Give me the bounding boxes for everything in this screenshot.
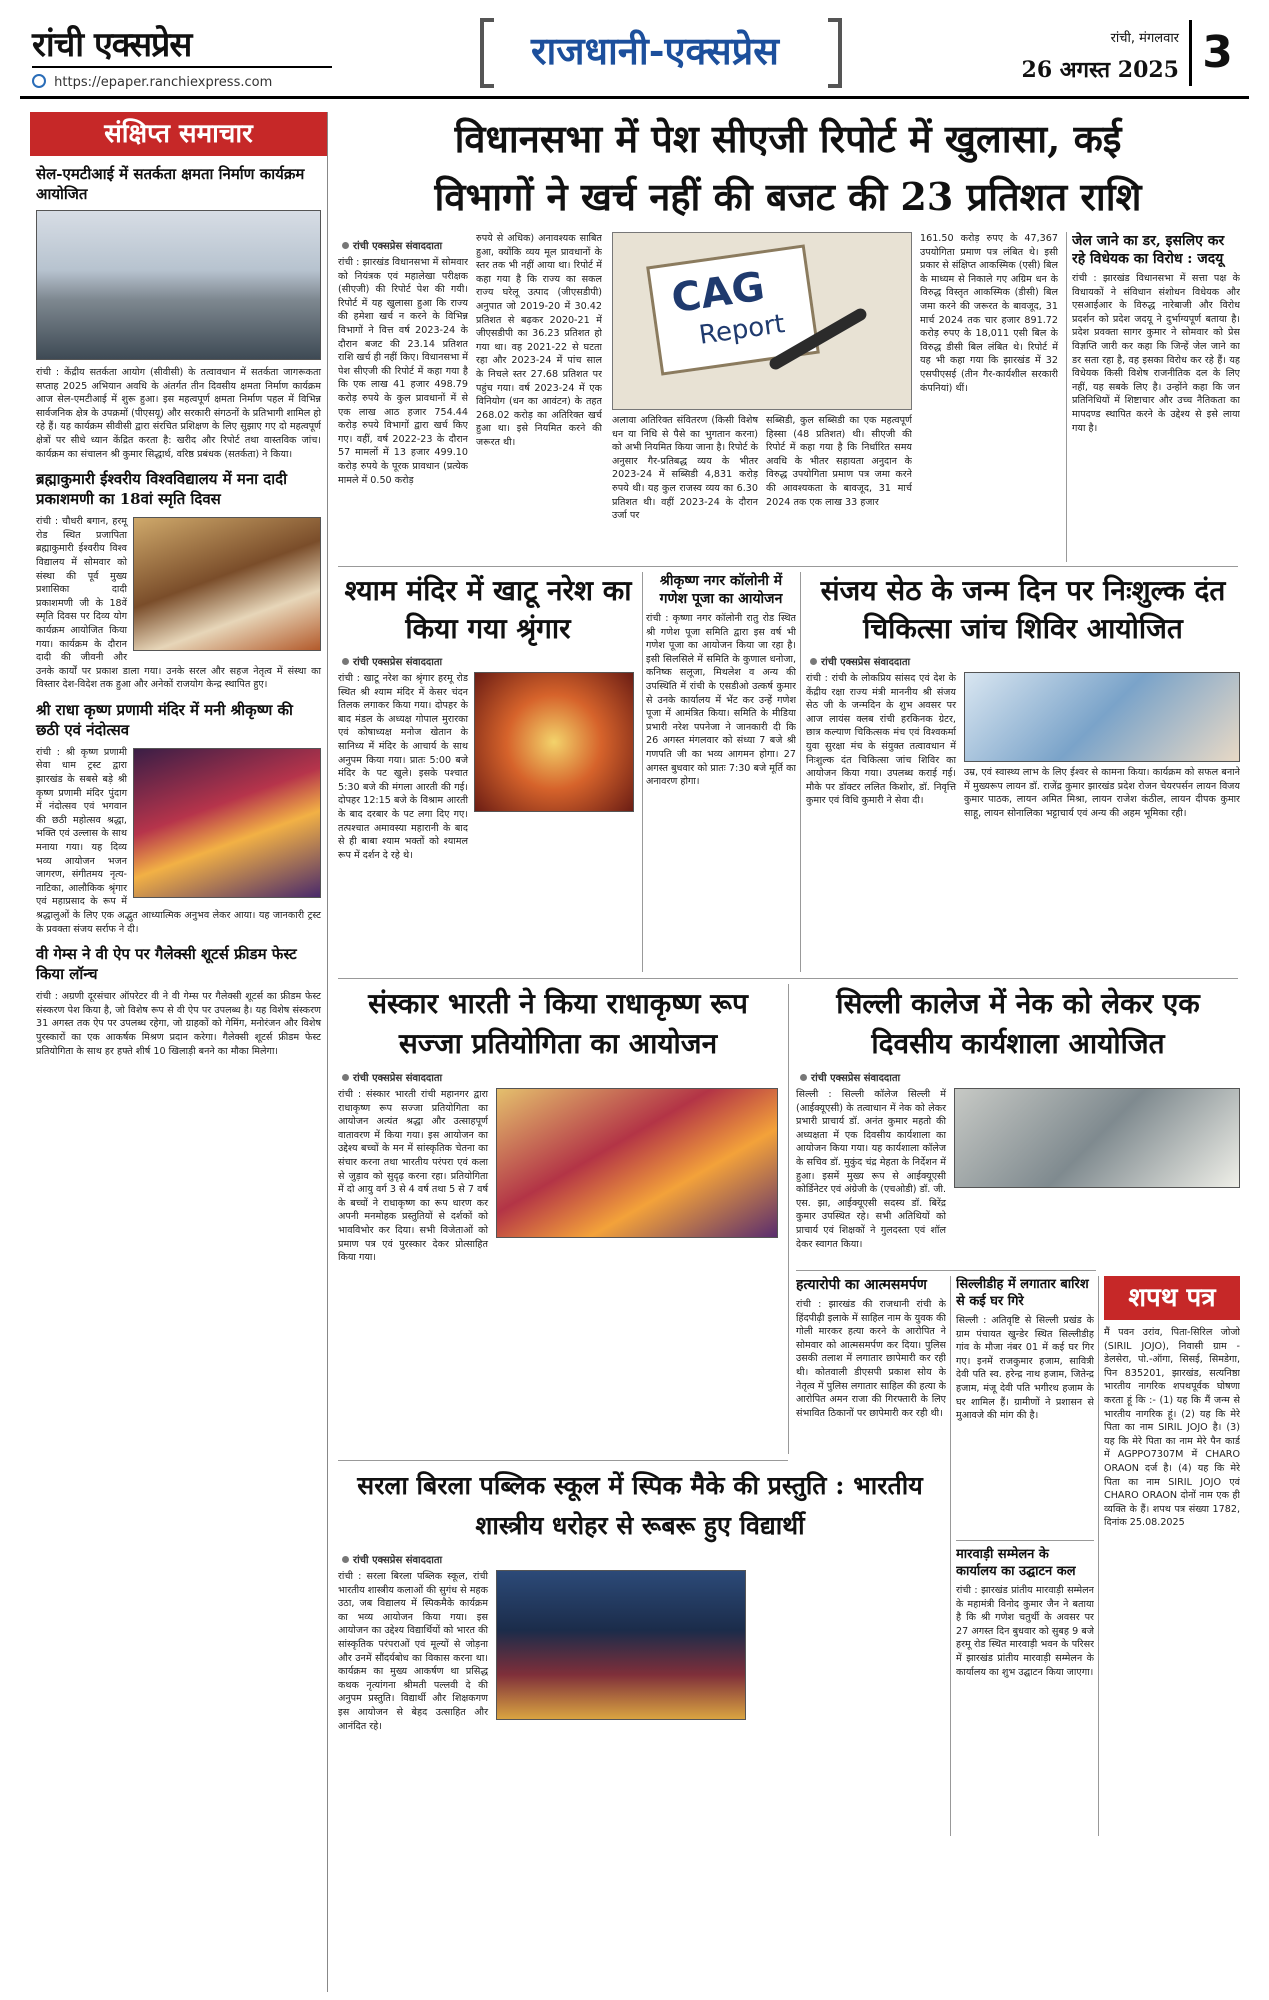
bullet-icon bbox=[342, 658, 349, 665]
lead-text: 161.50 करोड़ रुपए के 47,367 उपयोगिता प्रमाण पत्र लंबित थे। इसी प्रकार से संक्षिप्त आकस्मिक (एसी) बिल के माध्यम से निकाले गए अग्रिम धन के विरुद्ध विस्तृत आकस्मिक (डीसी) बिल जमा करने की जरूरत के बावजूद, 31 मार्च 2024 तक चार हजार 891.72 करोड़ रुपए के 18,011 एसी बिल के विरुद्ध डीसी बिल लंबित थे। रिपोर्ट में यह भी कहा गया कि झारखंड में 32 एसपीएसई (तीन गैर-कार्यशील सरकारी कंपनियां) थीं। bbox=[920, 233, 1058, 394]
byline-text: रांची एक्सप्रेस संवाददाता bbox=[353, 1555, 443, 1566]
shyam-mandir-story bbox=[338, 572, 638, 972]
bullet-icon bbox=[342, 1074, 349, 1081]
masthead bbox=[20, 12, 1249, 102]
ganesh-text: रांची : कृष्णा नगर कॉलोनी रातु रोड स्थित श्री गणेश पूजा समिति द्वारा इस वर्ष भी गणेश पूजा का आयोजन किया जा रहा है। इसी सिलसिले में समिति के कुणाल धनोजा, कनिष्क सलूजा, मिथलेश व अन्य की उपस्थिति में रांची के एसडीओ उत्कर्ष कुमार से उनके कार्यालय में भेंट कर उन्हें गणेश पूजा में आमंत्रित किया। समिति के मीडिया प्रभारी नरेश पपनेजा ने जानकारी दी कि 26 अगस्त मंगलवार को संध्या 7 बजे श्री गणपति जी का भव्य आगमन होगा। 27 अगस्त बुधवार को प्रातः 7:30 बजे मूर्ति का अनावरण होगा। bbox=[646, 613, 796, 788]
issue-date: 26 अगस्त 2025 bbox=[1021, 57, 1179, 83]
column-divider bbox=[950, 1276, 951, 1836]
rain-story bbox=[956, 1276, 1094, 1536]
dental-byline bbox=[806, 654, 1240, 668]
ganesh-headline: श्रीकृष्ण नगर कॉलोनी में गणेश पूजा का आयोजन bbox=[659, 573, 783, 607]
lead-column-5 bbox=[920, 232, 1058, 562]
sanskar-bharati-story bbox=[338, 984, 778, 1454]
silli-text: सिल्ली : सिल्ली कॉलेज सिल्ली में (आईक्यूएसी) के तत्वाधान में नेक को लेकर प्रभारी प्राचार्य डॉ. अनंत कुमार महतो की अध्यक्षता में एक दिवसीय कार्यशाला का आयोजन किया गया। यह कार्यशाला कॉलेज के सचिव डॉ. मुकुंद चंद्र मेहता के निर्देशन में हुआ। इसमें मुख्य रूप से आईक्यूएसी कोर्डिनेटर एवं अंग्रेजी के (एचओडी) डॉ. जी. एस. झा, आईक्यूएसी सदस्य डॉ. बिरेंद्र कुमार उपस्थित रहे। सभी अतिथियों को प्राचार्य एवं शिक्षकों ने गुलदस्ता एवं शॉल देकर स्वागत किया। bbox=[796, 1089, 946, 1250]
bullet-icon bbox=[810, 658, 817, 665]
brief-text: रांची : श्री कृष्ण प्रणामी सेवा धाम ट्रस्ट द्वारा झारखंड के सबसे बड़े श्री कृष्ण प्रणामी मंदिर पुंदाग में नंदोत्सव एवं भगवान की छठी महोत्सव श्रद्धा, भक्ति एवं उल्लास के साथ मनाया गया। यह दिव्य भव्य आयोजन भजन जागरण, संगीतमय नृत्य-नाटिका, आलौकिक श्रृंगार एवं महाप्रसाद के रूप में श्रद्धालुओं के लिए एक अद्भुत आध्यात्मिक अनुभव लेकर आया। यह जानकारी ट्रस्ट के प्रवक्ता संजय सर्राफ ने दी। bbox=[36, 746, 321, 935]
lead-text: रुपये से अधिक) अनावश्यक साबित हुआ, क्योंकि व्यय मूल प्रावधानों के स्तर तक भी नहीं आया था। रिपोर्ट में कहा गया है कि राज्य का सकल राज्य घरेलू उत्पाद (जीएसडीपी) अनुपात जो 2019-20 में 30.42 प्रतिशत से बढ़कर 2020-21 में जीएसडीपी का 36.23 प्रतिशत हो गया था। वह 2021-22 से घटता रहा और 2023-24 में पांच साल के निचले स्तर 27.68 प्रतिशत पर पहुंच गया। वर्ष 2023-24 में एक विनियोग (धन का आवंटन) के तहत 268.02 करोड़ का अतिरिक्त खर्च हुआ था। इसे नियमित करने की जरूरत थी। bbox=[476, 233, 602, 448]
bullet-icon bbox=[342, 1556, 349, 1563]
dental-photo bbox=[964, 672, 1240, 762]
brief-text: रांची : चौधरी बगान, हरमू रोड स्थित प्रजापिता ब्रह्माकुमारी ईश्वरीय विश्व विद्यालय में सोमवार को संस्था की पूर्व मुख्य प्रशासिका दादी प्रकाशमणी जी के 18वें स्मृति दिवस पर दिव्य योग कार्यक्रम आयोजित किया गया। कार्यक्रम के दौरान दादी की जीवनी और उनके कार्यों पर प्रकाश डाला गया। उनके सरल और सहज नेतृत्व में संस्था का विस्तार देश-विदेश तक हुआ और अनेकों राजयोग केन्द्र स्थापित हुए। bbox=[36, 516, 321, 691]
sanskar-text: रांची : संस्कार भारती रांची महानगर द्वारा राधाकृष्ण रूप सज्जा प्रतियोगिता का आयोजन अत्यंत श्रद्धा और उत्साहपूर्ण वातावरण में किया गया। इस आयोजन का उद्देश्य बच्चों के मन में सांस्कृतिक चेतना का संचार करना तथा भारतीय परंपरा एवं कला से जुड़ाव को सुदृढ़ करना रहा। प्रतियोगिता में दो आयु वर्ग 3 से 4 वर्ष तथा 5 से 7 वर्ष के बच्चों ने राधाकृष्ण का रूप धारण कर अपनी मनमोहक प्रस्तुतियों से दर्शकों को भावविभोर कर दिया। सभी विजेताओं को प्रमाण पत्र एवं पुरस्कार देकर प्रोत्साहित किया गया। bbox=[338, 1089, 488, 1264]
lead-column-3 bbox=[612, 232, 912, 562]
cag-report-photo bbox=[612, 232, 912, 410]
silli-photo bbox=[954, 1088, 1240, 1188]
globe-icon bbox=[32, 74, 46, 88]
brief-photo bbox=[133, 517, 321, 651]
lead-column-2 bbox=[476, 232, 602, 562]
epaper-url[interactable] bbox=[32, 74, 272, 90]
lead-column-1 bbox=[338, 232, 468, 562]
affidavit-notice bbox=[1104, 1276, 1240, 1836]
surrender-headline: हत्यारोपी का आत्मसमर्पण bbox=[796, 1277, 927, 1293]
column-divider bbox=[788, 984, 789, 1454]
column-divider bbox=[642, 572, 643, 972]
sarla-headline: सरला बिरला पब्लिक स्कूल में स्पिक मैके की प्रस्तुति : भारतीय शास्त्रीय धरोहर से रूबरू हुए विद्यार्थी bbox=[357, 1471, 923, 1540]
brief-text: रांची : अग्रणी दूरसंचार ऑपरेटर वी ने वी गेम्स पर गैलेक्सी शूटर्स का फ्रीडम फेस्ट संस्करण पेश किया है, जो विशेष रूप से वी ऐप पर उपलब्ध है। यह विशेष संस्करण 31 अगस्त तक ऐप पर उपलब्ध रहेगा, जो ग्राहकों को गेमिंग, मनोरंजन और विशेष पुरस्कारों का एक आकर्षक मिश्रण प्रदान करेगा। गैलेक्सी शूटर्स फ्रीडम फेस्ट प्रतियोगिता के साथ हर हफ्ते शीर्ष 10 खिलाड़ी बनने का मौका मिलेगा। bbox=[36, 991, 321, 1057]
column-divider bbox=[1098, 1276, 1099, 1836]
brief-text: रांची : केंद्रीय सतर्कता आयोग (सीवीसी) के तत्वावधान में सतर्कता जागरूकता सप्ताह 2025 अभियान अवधि के अंतर्गत तीन दिवसीय क्षमता निर्माण कार्यक्रम आज सेल-एमटीआई में शुरू हुआ। इस महत्वपूर्ण क्षमता निर्माण पहल में विभिन्न सार्वजनिक क्षेत्र के उपक्रमों (पीएसयू) और सरकारी संगठनों के प्रतिभागी शामिल हो रहे हैं। यह कार्यक्रम सीवीसी द्वारा संरचित प्रशिक्षण के लिए सुझाए गए दो महत्वपूर्ण क्षेत्रों पर सीधे ध्यान केंद्रित करता है: खरीद और रिपोर्ट तथा वास्तविक जांच। कार्यक्रम का संचालन श्री कुमार सिद्धार्थ, वरिष्ठ प्रबंधक (सतर्कता) ने किया। bbox=[36, 367, 321, 460]
section-title: राजधानी-एक्सप्रेस bbox=[531, 28, 779, 73]
silli-college-story bbox=[796, 984, 1240, 1264]
dental-camp-story bbox=[806, 572, 1240, 972]
briefs-header: संक्षिप्त समाचार bbox=[30, 112, 327, 156]
brief-title: ब्रह्माकुमारी ईश्वरीय विश्वविद्यालय में मना दादी प्रकाशमणी का 18वां स्मृति दिवस bbox=[36, 470, 287, 509]
sanskar-byline bbox=[338, 1070, 778, 1084]
surrender-text: रांची : झारखंड की राजधानी रांची के हिंदपीढ़ी इलाके में साहिल नाम के युवक की गोली मारकर हत्या करने के आरोपित ने सोमवार को आत्मसमर्पण कर दिया। पुलिस उसकी तलाश में लगातार छापेमारी कर रही थी। कोतवाली डीएसपी प्रकाश सोय के नेतृत्व में पुलिस लगातार साहिल की हत्या के आरोपित अमन राजा की गिरफ्तारी के लिए संभावित ठिकानों पर छापेमारी कर रही थी। bbox=[796, 1299, 946, 1419]
ganesh-puja-story bbox=[646, 572, 796, 972]
epaper-url-text[interactable]: https://epaper.ranchiexpress.com bbox=[54, 75, 273, 90]
report-label: Report bbox=[697, 309, 787, 351]
byline-text: रांची एक्सप्रेस संवाददाता bbox=[353, 657, 443, 668]
lead-headline-line: विभागों ने खर्च नहीं की बजट की 23 प्रतिशत राशि bbox=[434, 174, 1142, 219]
marwari-headline: मारवाड़ी सम्मेलन के कार्यालय का उद्घाटन कल bbox=[956, 1547, 1076, 1579]
byline-text: रांची एक्सप्रेस संवाददाता bbox=[353, 1073, 443, 1084]
section-divider bbox=[796, 1270, 1096, 1271]
lead-headline bbox=[338, 110, 1238, 226]
jdu-story bbox=[1072, 232, 1240, 562]
brief-title: श्री राधा कृष्ण प्रणामी मंदिर में मनी श्रीकृष्ण की छठी एवं नंदोत्सव bbox=[36, 700, 293, 739]
sarla-text: रांची : सरला बिरला पब्लिक स्कूल, रांची भारतीय शास्त्रीय कलाओं की सुगंध से महक उठा, जब विद्यालय में स्पिकमैके कार्यक्रम का भव्य आयोजन किया गया। इस आयोजन का उद्देश्य विद्यार्थियों को भारत की सांस्कृतिक परंपराओं एवं मूल्यों से जोड़ना और उनमें सौंदर्यबोध का विकास करना था। कार्यक्रम का मुख्य आकर्षण था प्रसिद्ध कथक नृत्यांगना श्रीमती पल्लवी दे की अनुपम प्रस्तुति। विद्यार्थी और शिक्षकगण इस आयोजन से बेहद उत्साहित और आनंदित रहे। bbox=[338, 1571, 488, 1732]
newspaper-brand: रांची एक्सप्रेस bbox=[32, 25, 192, 65]
shyam-byline bbox=[338, 654, 638, 668]
page-number: 3 bbox=[1189, 20, 1243, 86]
shyam-headline: श्याम मंदिर में खाटू नरेश का किया गया श्रृंगार bbox=[344, 574, 632, 645]
rain-text: सिल्ली : अतिवृष्टि से सिल्ली प्रखंड के ग्राम पंचायत खुन्डेर स्थित सिल्लीडीह गांव के मौजा नंबर 01 में कई घर गिर गए। इनमें राजकुमार हजाम, सावित्री देवी पति स्व. हरेन्द्र नाथ हजाम, जितेन्द्र हजाम, मंजू देवी पति भगीरथ हजाम के घर शामिल हैं। ग्रामीणों ने प्रशासन से मुआवजे की मांग की है। bbox=[956, 1315, 1094, 1422]
bullet-icon bbox=[800, 1074, 807, 1081]
lead-text: रांची : झारखंड विधानसभा में सोमवार को नियंत्रक एवं महालेखा परीक्षक (सीएजी) की रिपोर्ट पेश की गयी। रिपोर्ट में यह खुलासा हुआ कि राज्य की हमेशा खर्च न करने के विभिन्न विभागों ने वित्त वर्ष 2023-24 के दौरान बजट की 23.14 प्रतिशत राशि खर्च ही नहीं किए। विधानसभा में पेश सीएजी की रिपोर्ट में कहा गया है कि एक लाख 41 हजार 498.79 करोड़ रुपये के कुल प्रावधानों में से एक लाख आठ हजार 754.44 करोड़ रुपये विभागों द्वारा खर्च किए गए। वहीं, वर्ष 2022-23 के दौरान 57 मामलों में 13 हजार 499.10 करोड़ रुपये के पूरक प्रावधान (प्रत्येक मामले में 0.50 करोड़ bbox=[338, 257, 468, 486]
jdu-text: रांची : झारखंड विधानसभा में सत्ता पक्ष के विधायकों ने संविधान संशोधन विधेयक और एसआईआर के विरुद्ध नारेबाजी और विरोध प्रदर्शन को प्रदेश जदयू ने दुर्भाग्यपूर्ण बताया है। प्रदेश प्रवक्ता सागर कुमार ने सोमवार को प्रेस विज्ञप्ति जारी कर कहा कि जिन्हें जेल जाने का डर सता रहा है, वह इसका विरोध कर रहे हैं। यह विधेयक किसी विशेष राजनीतिक दल के लिए नहीं, यह सबके लिए है। उन्होंने कहा कि जन प्रतिनिधियों में शिष्टाचार और उच्च नैतिकता का मापदण्ड स्थापित करने के उद्देश्य से इसे लाया गया है। bbox=[1072, 273, 1240, 434]
masthead-rule bbox=[20, 96, 1249, 99]
brief-photo bbox=[133, 748, 321, 898]
affidavit-header: शपथ पत्र bbox=[1104, 1276, 1240, 1320]
dental-text: रांची : रांची के लोकप्रिय सांसद एवं देश के केंद्रीय रक्षा राज्य मंत्री माननीय श्री संजय सेठ जी के जन्मदिन के शुभ अवसर पर आज लायंस क्लब रांची हरकिनक ग्रेटर, छात्र कल्याण चिकित्सक मंच एवं विश्वकर्मा युवा सुरक्षा मंच के संयुक्त तत्वावधान में निःशुल्क दंत चिकित्सा जांच शिविर का आयोजन किया गया। उपलब्ध कराई गई। मौके पर डॉक्टर ललित किशोर, डॉ. निवृत्ति कुमार एवं विधि कुमारी ने सेवा दी। bbox=[806, 673, 956, 807]
silli-headline: सिल्ली कालेज में नेक को लेकर एक दिवसीय कार्यशाला आयोजित bbox=[836, 987, 1200, 1060]
sanskar-headline: संस्कार भारती ने किया राधाकृष्ण रूप सज्जा प्रतियोगिता का आयोजन bbox=[368, 987, 748, 1060]
byline-text: रांची एक्सप्रेस संवाददाता bbox=[811, 1073, 901, 1084]
lead-byline bbox=[338, 238, 468, 252]
silli-byline bbox=[796, 1070, 1240, 1084]
affidavit-text: मैं पवन उरांव, पिता-सिरिल जोजो (SIRIL JOJO), निवासी ग्राम - डेलसेरा, पो.-ऑगा, सिसई, सिमडेगा, पिन 835201, झारखंड, सत्यनिष्ठा भारतीय नागरिक शपथपूर्वक घोषणा करता हूं कि :- (1) यह कि मैं जन्म से भारतीय नागरिक हूं। (2) यह कि मेरे पिता का नाम SIRIL JOJO है। (3) यह कि मेरे पिता का नाम मेरे पैन कार्ड में AGPPO7307M में CHARO ORAON दर्ज है। (4) यह कि मेरे पिता का नाम SIRIL JOJO एवं CHARO ORAON दोनों नाम एक ही व्यक्ति के हैं। शपथ पत्र संख्या 1782, दिनांक 25.08.2025 bbox=[1104, 1327, 1240, 1529]
byline-text: रांची एक्सप्रेस संवाददाता bbox=[353, 241, 443, 252]
lead-headline-line: विधानसभा में पेश सीएजी रिपोर्ट में खुलासा, कई bbox=[454, 116, 1122, 161]
sanskar-photo bbox=[496, 1088, 778, 1238]
sarla-birla-story bbox=[338, 1466, 942, 1966]
section-divider bbox=[956, 1540, 1094, 1541]
brief-title: वी गेम्स ने वी ऐप पर गैलेक्सी शूटर्स फ्रीडम फेस्ट किया लॉन्च bbox=[36, 945, 297, 984]
shyam-photo bbox=[474, 672, 634, 812]
brief-photo bbox=[36, 210, 321, 360]
dental-text-continued: उम्र, एवं स्वास्थ्य लाभ के लिए ईश्वर से कामना किया। कार्यक्रम को सफल बनाने में मुख्यरूप लायन डॉ. राजेंद्र कुमार झारखंड प्रदेश रोजन चेयरपर्सन लायन विजय कुमार पाठक, लायन अमित मिश्रा, लायन राजेश कंठील, लायन दीपक कुमार साहू, लायन सोनालिका भट्टाचार्य एवं अन्य की अहम भूमिका रही। bbox=[964, 767, 1240, 819]
dateline bbox=[1022, 28, 1179, 84]
sarla-photo bbox=[496, 1570, 746, 1720]
column-divider bbox=[1066, 232, 1067, 562]
lead-text: अलावा अतिरिक्त संवितरण (किसी विशेष धन या निधि से पैसे का भुगतान करना) को अभी नियमित किया जाना है। रिपोर्ट के अनुसार गैर-प्रतिबद्ध व्यय के भीतर 2023-24 में सब्सिडी 4,831 करोड़ रुपये थी। यह कुल राजस्व व्यय का 6.30 प्रतिशत थी। वहीं 2023-24 के दौरान उर्जा पर bbox=[612, 415, 758, 522]
brief-title: सेल-एमटीआई में सतर्कता क्षमता निर्माण कार्यक्रम आयोजित bbox=[36, 165, 305, 203]
rain-headline: सिल्लीडीह में लगातार बारिश से कई घर गिरे bbox=[956, 1277, 1089, 1309]
byline-text: रांची एक्सप्रेस संवाददाता bbox=[821, 657, 911, 668]
dental-headline: संजय सेठ के जन्म दिन पर निःशुल्क दंत चिकित्सा जांच शिविर आयोजित bbox=[820, 574, 1226, 645]
lead-text: सब्सिडी, कुल सब्सिडी का एक महत्वपूर्ण हिस्सा (48 प्रतिशत) थी। सीएजी की रिपोर्ट में कहा गया है कि निर्धारित समय अवधि के भीतर सहायता अनुदान के विरुद्ध उपयोगिता प्रमाण पत्र जमा करने की आवश्यकता के बावजूद, 31 मार्च 2024 तक एक लाख 33 हजार bbox=[766, 415, 912, 508]
section-divider bbox=[338, 978, 1238, 979]
right-bracket-decoration bbox=[828, 18, 842, 88]
briefs-column bbox=[30, 112, 328, 1992]
section-divider bbox=[338, 566, 1238, 567]
marwari-story bbox=[956, 1546, 1094, 1836]
cag-label: CAG bbox=[668, 263, 768, 323]
bullet-icon bbox=[342, 242, 349, 249]
column-divider bbox=[800, 572, 801, 972]
section-divider bbox=[338, 1460, 788, 1461]
sarla-byline bbox=[338, 1552, 942, 1566]
marwari-text: रांची : झारखंड प्रांतीय मारवाड़ी सम्मेलन के महामंत्री विनोद कुमार जैन ने बताया है कि श्री गणेश चतुर्थी के अवसर पर 27 अगस्त दिन बुधवार को सुबह 9 बजे हरमू रोड स्थित मारवाड़ी भवन के परिसर में झारखंड प्रांतीय मारवाड़ी सम्मेलन के कार्यालय का शुभ उद्घाटन किया जाएगा। bbox=[956, 1585, 1094, 1678]
shyam-text: रांची : खाटू नरेश का श्रृंगार हरमू रोड स्थित श्री श्याम मंदिर में केसर चंदन तिलक लगाकर किया गया। दोपहर के बाद मंडल के अध्यक्ष गोपाल मुरारका एवं कोषाध्यक्ष मनोज खेतान के सानिध्य में मंदिर के आचार्य के साथ अनुपम किया गया। प्रातः 5:00 बजे मंदिर के पट खुले। इसके पश्चात 5:30 बजे की मंगला आरती की गई। दोपहर 12:15 बजे के विश्राम आरती के बाद दरबार के पट लगा दिए गए। तत्पश्चात अमावस्या महारानी के बाद से ही बाबा श्याम भक्तों को श्यामल रूप में दर्शन दे रहे थे। bbox=[338, 673, 468, 861]
jdu-headline: जेल जाने का डर, इसलिए कर रहे विधेयक का विरोध : जदयू bbox=[1072, 233, 1225, 267]
place-day: रांची, मंगलवार bbox=[1110, 31, 1179, 46]
brand-underline bbox=[32, 66, 332, 68]
